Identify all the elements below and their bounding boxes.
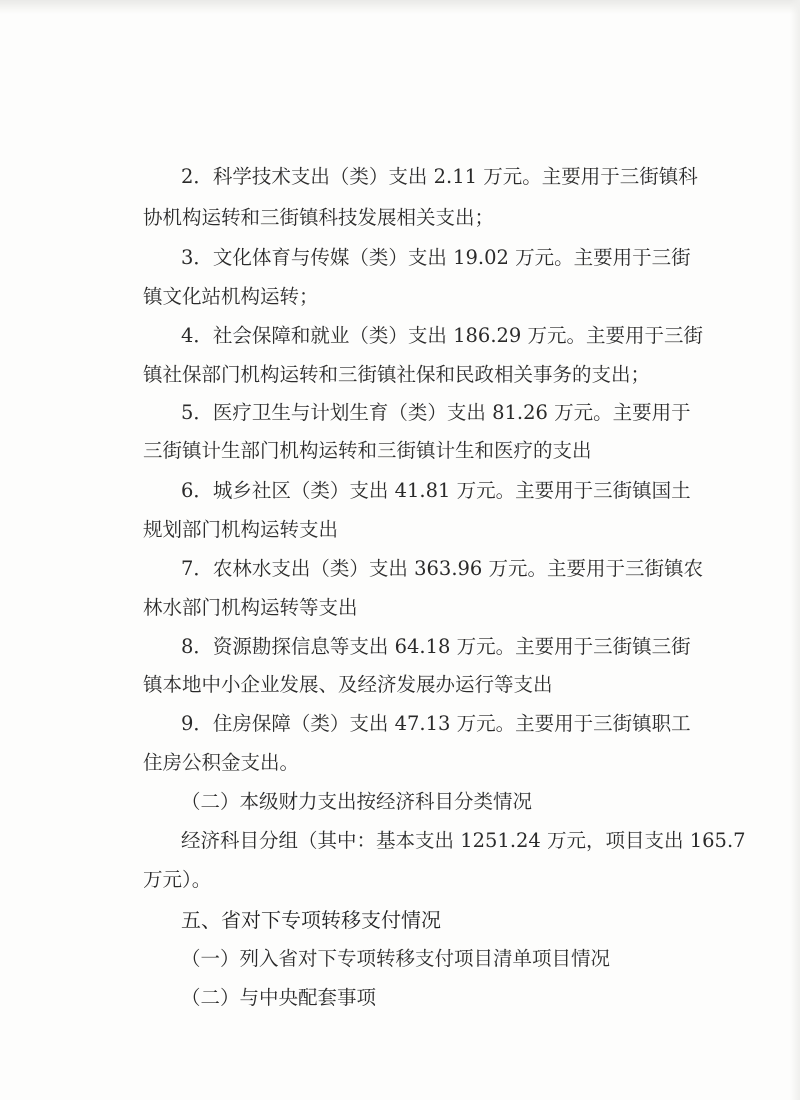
subsection-5-2: （二）与中央配套事项 xyxy=(181,986,377,1009)
item-2-line-1: 2．科学技术支出（类）支出 2.11 万元。主要用于三街镇科 xyxy=(181,165,698,188)
item-9-line-2: 住房公积金支出。 xyxy=(143,751,300,774)
item-7-line-1: 7．农林水支出（类）支出 363.96 万元。主要用于三街镇农 xyxy=(181,557,704,580)
scan-edge-top xyxy=(0,0,800,14)
item-4-line-2: 镇社保部门机构运转和三街镇社保和民政相关事务的支出； xyxy=(143,363,651,386)
item-9-line-1: 9．住房保障（类）支出 47.13 万元。主要用于三街镇职工 xyxy=(181,712,691,735)
section-5-heading: 五、省对下专项转移支付情况 xyxy=(181,908,441,932)
scan-edge-right xyxy=(790,0,800,1100)
economic-group-line-1: 经济科目分组（其中：基本支出 1251.24 万元，项目支出 165.7 xyxy=(181,829,746,852)
item-5-line-1: 5．医疗卫生与计划生育（类）支出 81.26 万元。主要用于 xyxy=(181,401,691,424)
item-6-line-1: 6．城乡社区（类）支出 41.81 万元。主要用于三街镇国土 xyxy=(181,479,691,502)
economic-group-line-2: 万元）。 xyxy=(143,868,212,891)
item-8-line-2: 镇本地中小企业发展、及经济发展办运行等支出 xyxy=(143,673,553,696)
item-7-line-2: 林水部门机构运转等支出 xyxy=(143,596,358,619)
item-6-line-2: 规划部门机构运转支出 xyxy=(143,518,339,541)
item-4-line-1: 4．社会保障和就业（类）支出 186.29 万元。主要用于三街 xyxy=(181,324,704,347)
item-5-line-2: 三街镇计生部门机构运转和三街镇计生和医疗的支出 xyxy=(143,439,592,462)
item-3-line-1: 3．文化体育与传媒（类）支出 19.02 万元。主要用于三街 xyxy=(181,246,691,269)
subsection-5-1: （一）列入省对下专项转移支付项目清单项目情况 xyxy=(181,947,611,970)
item-8-line-1: 8．资源勘探信息等支出 64.18 万元。主要用于三街镇三街 xyxy=(181,635,691,658)
subsection-economic-classification: （二）本级财力支出按经济科目分类情况 xyxy=(181,790,533,813)
item-2-line-2: 协机构运转和三街镇科技发展相关支出； xyxy=(143,206,495,229)
item-3-line-2: 镇文化站机构运转； xyxy=(143,285,319,308)
